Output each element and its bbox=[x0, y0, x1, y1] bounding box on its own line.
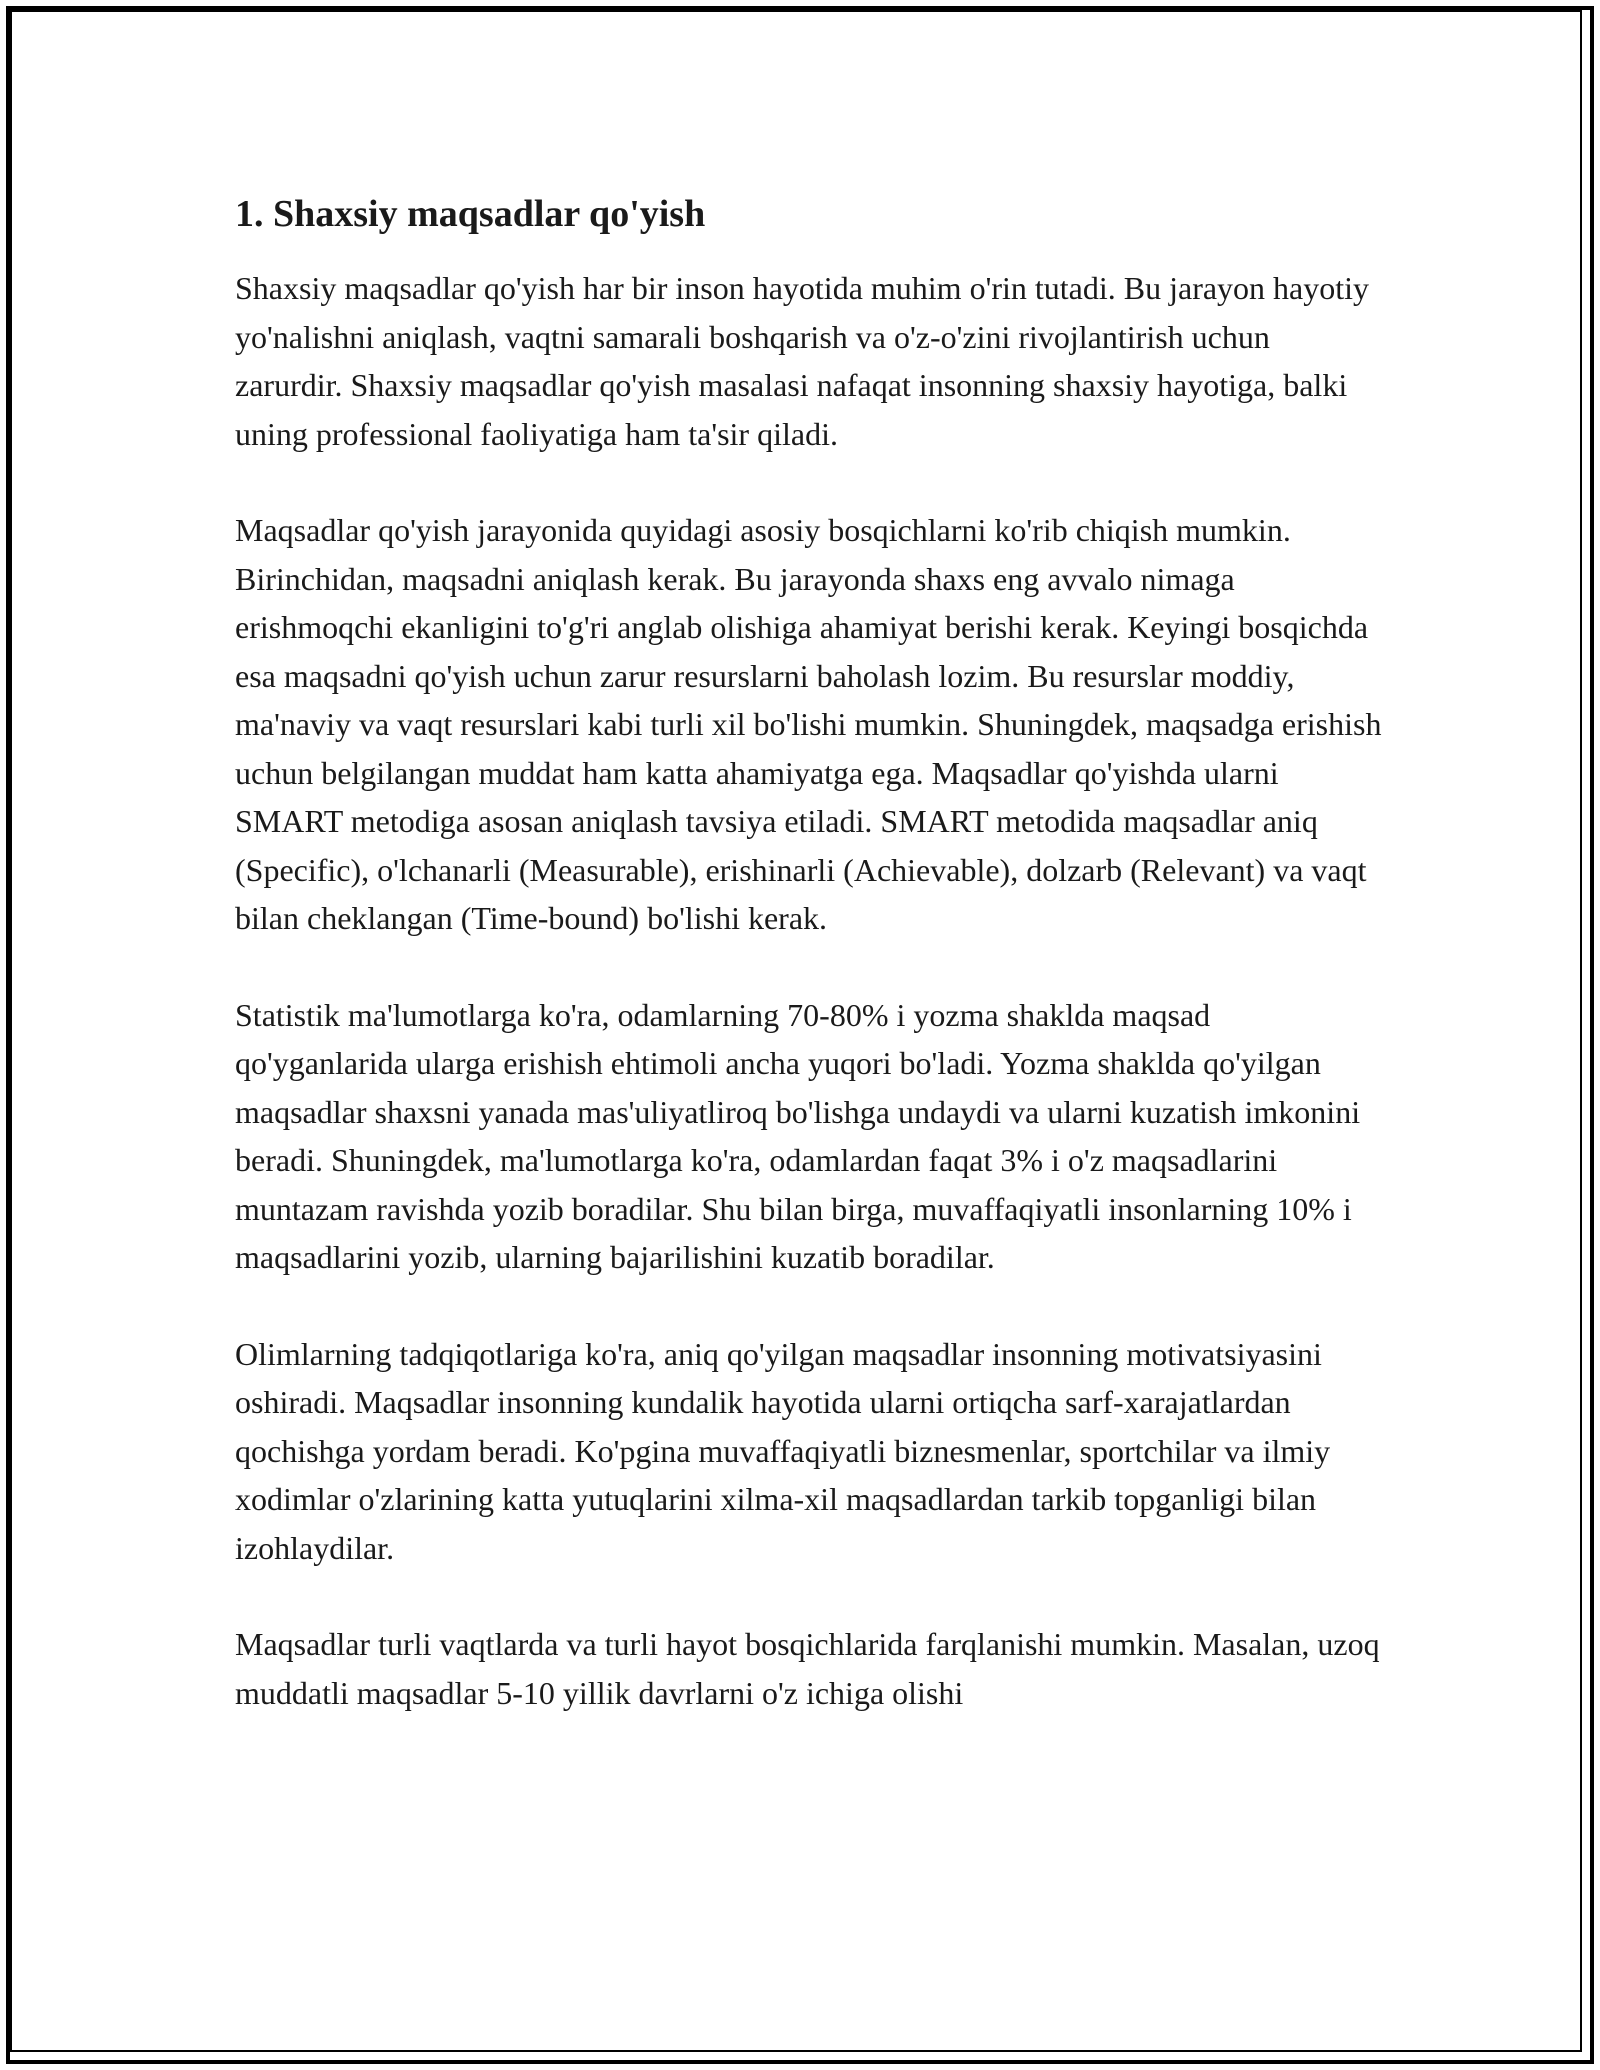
section-heading: 1. Shaxsiy maqsadlar qo'yish bbox=[235, 193, 706, 235]
document-body bbox=[235, 186, 1385, 1765]
paragraph-intro: Shaxsiy maqsadlar qo'yish har bir inson hayotida muhim o'rin tutadi. Bu jarayon hayotiy yo'nalishni aniqlash, vaqtni samarali boshqarish va o'z-o'zini rivojlantirish uchun zarurdir. Shaxsiy maqsadlar qo'yish masalasi nafaqat insonning shaxsiy hayotiga, balki uning professional faoliyatiga ham ta'sir qiladi. bbox=[235, 270, 1370, 452]
paragraph-stages: Maqsadlar qo'yish jarayonida quyidagi asosiy bosqichlarni ko'rib chiqish mumkin. Birinchidan, maqsadni aniqlash kerak. Bu jarayonda shaxs eng avvalo nimaga erishmoqchi ekanligini to'g'ri anglab olishiga ahamiyat berishi kerak. Keyingi bosqichda esa maqsadni qo'yish uchun zarur resurslarni baholash lozim. Bu resurslar moddiy, ma'naviy va vaqt resurslari kabi turli xil bo'lishi mumkin. Shuningdek, maqsadga erishish uchun belgilangan muddat ham katta ahamiyatga ega. Maqsadlar qo'yishda ularni SMART metodiga asosan aniqlash tavsiya etiladi. SMART metodida maqsadlar aniq (Specific), o'lchanarli (Measurable), erishinarli (Achievable), dolzarb (Relevant) va vaqt bilan cheklangan (Time-bound) bo'lishi kerak. bbox=[235, 512, 1382, 936]
paragraph-timeframes: Maqsadlar turli vaqtlarda va turli hayot bosqichlarida farqlanishi mumkin. Masalan, uzoq muddatli maqsadlar 5-10 yillik davrlarni o'z ichiga olishi bbox=[235, 1626, 1380, 1711]
paragraph-research: Olimlarning tadqiqotlariga ko'ra, aniq qo'yilgan maqsadlar insonning motivatsiyasini oshiradi. Maqsadlar insonning kundalik hayotida ularni ortiqcha sarf-xarajatlardan qochishga yordam beradi. Ko'pgina muvaffaqiyatli biznesmenlar, sportchilar va ilmiy xodimlar o'zlarining katta yutuqlarini xilma-xil maqsadlardan tarkib topganligi bilan izohlaydilar. bbox=[235, 1335, 1331, 1566]
paragraph-statistics: Statistik ma'lumotlarga ko'ra, odamlarning 70-80% i yozma shaklda maqsad qo'yganlarida ularga erishish ehtimoli ancha yuqori bo'ladi. Yozma shaklda qo'yilgan maqsadlar shaxsni yanada mas'uliyatliroq bo'lishga undaydi va ularni kuzatish imkonini beradi. Shuningdek, ma'lumotlarga ko'ra, odamlardan faqat 3% i o'z maqsadlarini muntazam ravishda yozib boradilar. Shu bilan birga, muvaffaqiyatli insonlarning 10% i maqsadlarini yozib, ularning bajarilishini kuzatib boradilar. bbox=[235, 996, 1361, 1275]
